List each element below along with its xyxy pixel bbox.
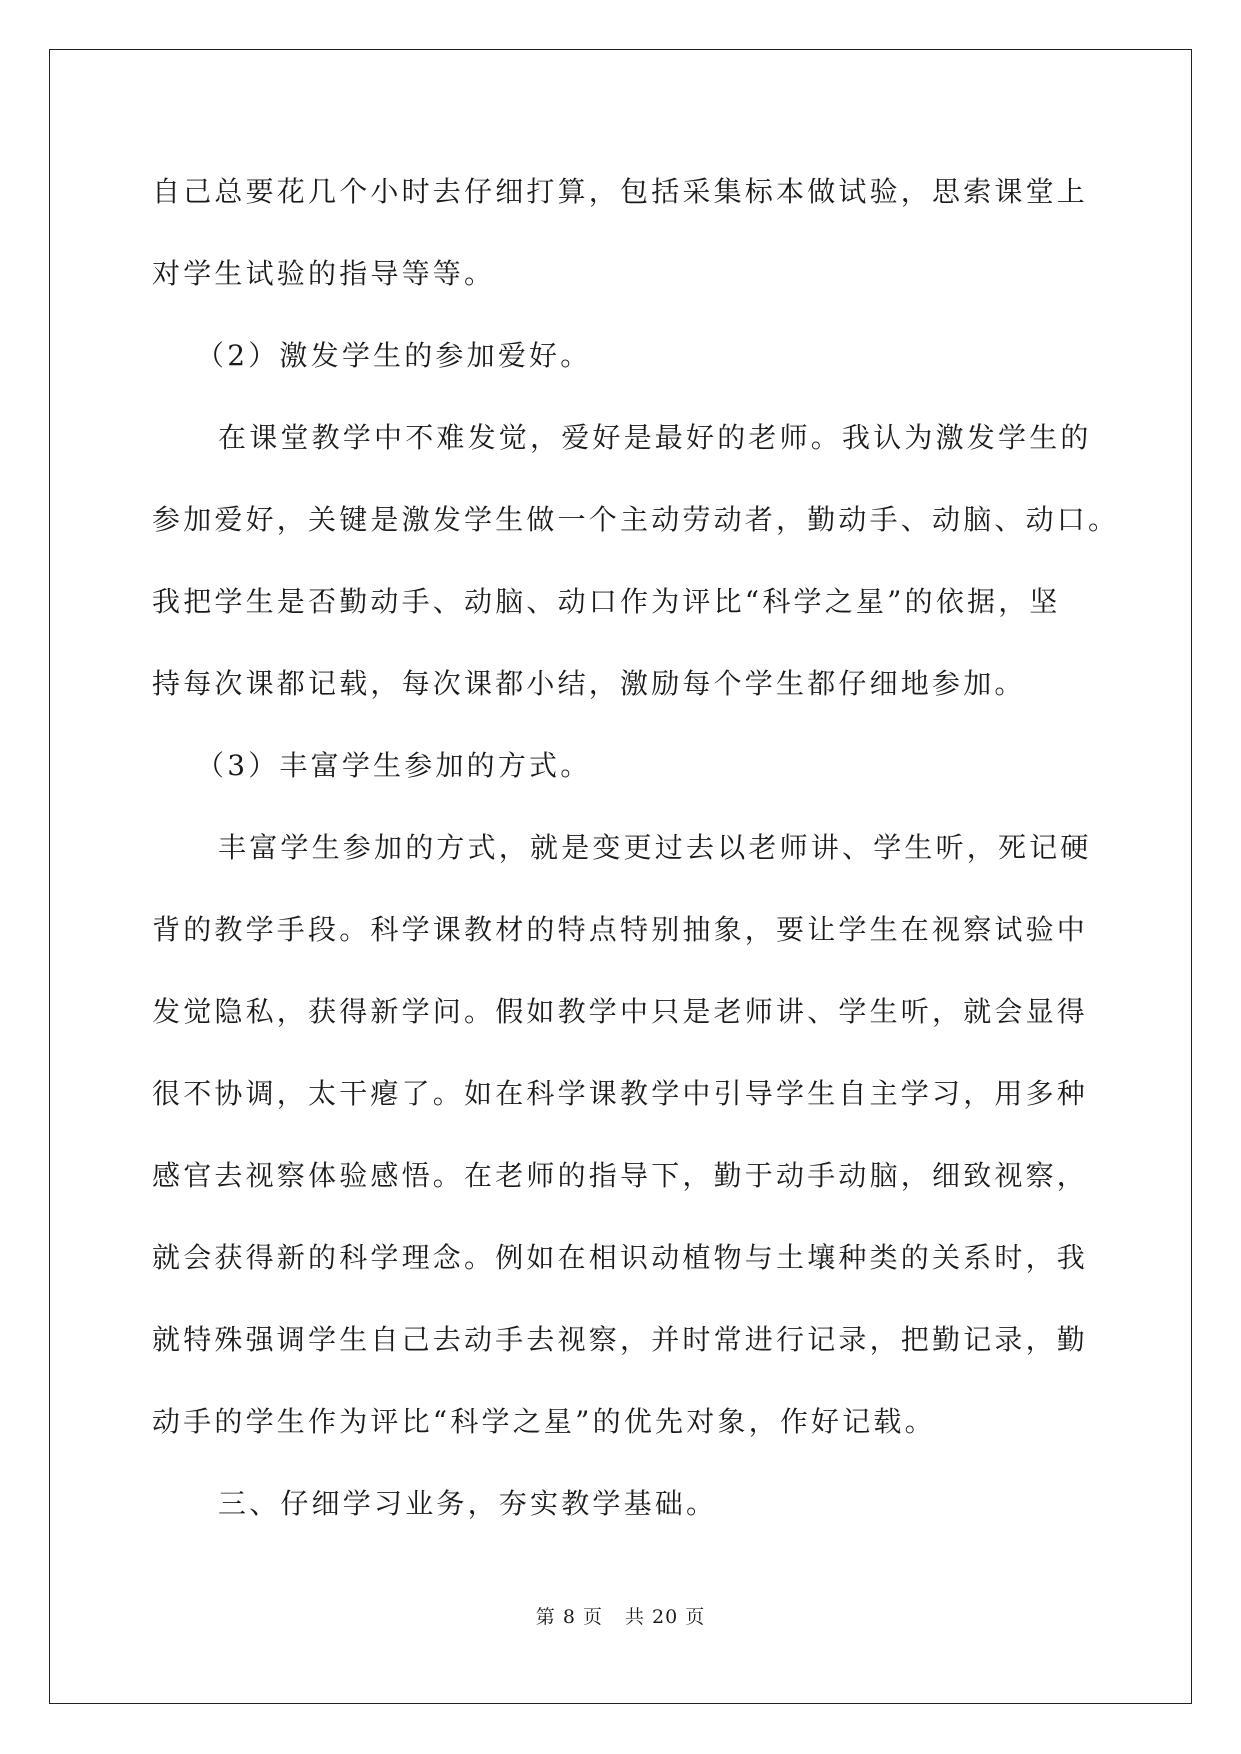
paragraph-line: 很不协调，太干瘪了。如在科学课教学中引导学生自主学习，用多种 bbox=[152, 1077, 1089, 1110]
page-total: 共 20 页 bbox=[624, 1606, 706, 1628]
paragraph-line: 发觉隐私，获得新学问。假如教学中只是老师讲、学生听，就会显得 bbox=[152, 995, 1089, 1028]
section-subheading: （2）激发学生的参加爱好。 bbox=[196, 339, 592, 372]
paragraph-line: 背的教学手段。科学课教材的特点特别抽象，要让学生在视察试验中 bbox=[152, 913, 1089, 946]
section-subheading: （3）丰富学生参加的方式。 bbox=[196, 749, 592, 782]
paragraph-line: 参加爱好，关键是激发学生做一个主动劳动者，勤动手、动脑、动口。 bbox=[152, 503, 1120, 536]
paragraph-line: 在课堂教学中不难发觉，爱好是最好的老师。我认为激发学生的 bbox=[218, 421, 1092, 454]
paragraph-line: 我把学生是否勤动手、动脑、动口作为评比“科学之星”的依据，坚 bbox=[152, 585, 1061, 618]
paragraph-line: 丰富学生参加的方式，就是变更过去以老师讲、学生听，死记硬 bbox=[218, 831, 1092, 864]
paragraph-line: 自己总要花几个小时去仔细打算，包括采集标本做试验，思索课堂上 bbox=[152, 175, 1089, 208]
paragraph-line: 就会获得新的科学理念。例如在相识动植物与土壤种类的关系时，我 bbox=[152, 1241, 1089, 1274]
paragraph-line: 感官去视察体验感悟。在老师的指导下，勤于动手动脑，细致视察， bbox=[152, 1159, 1089, 1192]
paragraph-line: 动手的学生作为评比“科学之星”的优先对象，作好记载。 bbox=[152, 1405, 936, 1438]
paragraph-line: 持每次课都记载，每次课都小结，激励每个学生都仔细地参加。 bbox=[152, 667, 1026, 700]
paragraph-line: 就特殊强调学生自己去动手去视察，并时常进行记录，把勤记录，勤 bbox=[152, 1323, 1089, 1356]
page-number: 第 8 页 bbox=[535, 1606, 603, 1628]
page-footer bbox=[0, 1602, 1241, 1629]
page-border bbox=[49, 49, 1192, 1704]
paragraph-line: 对学生试验的指导等等。 bbox=[152, 257, 496, 290]
section-heading: 三、仔细学习业务，夯实教学基础。 bbox=[218, 1487, 718, 1520]
